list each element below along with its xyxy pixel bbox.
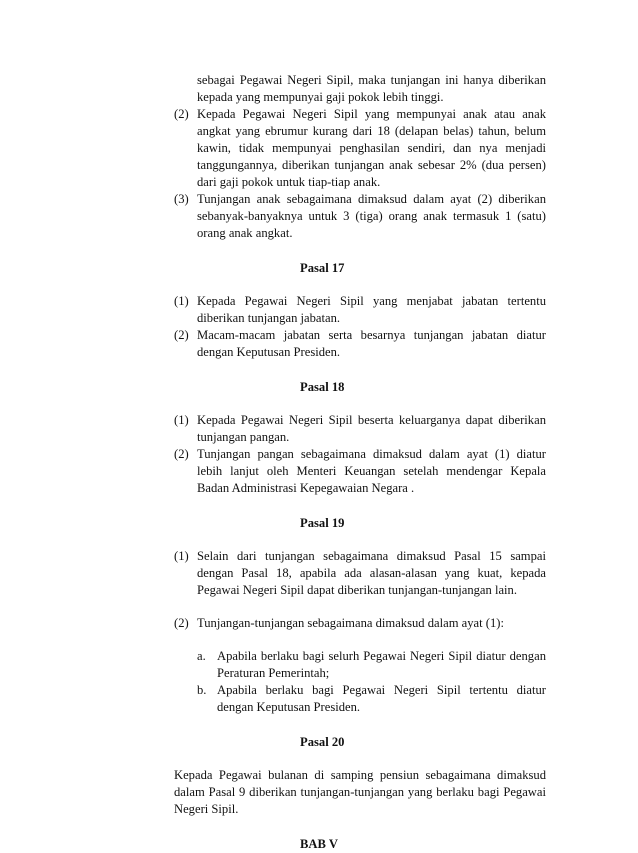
item-number: (2) xyxy=(174,447,189,461)
item-text: Tunjangan anak sebagaimana dimaksud dalam ayat (2) diberikan sebanyak-banyaknya untuk 3 (tiga) orang anak termasuk 1 (satu) orang anak angkat. xyxy=(197,192,546,240)
section-heading-pasal-18: Pasal 18 xyxy=(300,380,345,394)
item-text: Tunjangan-tunjangan sebagaimana dimaksud dalam ayat (1): xyxy=(197,616,504,630)
chapter-heading: BAB V xyxy=(300,837,338,851)
list-item xyxy=(174,327,546,361)
pasal-20-paragraph: Kepada Pegawai bulanan di samping pensiun sebagaimana dimaksud dalam Pasal 9 diberikan tunjangan-tunjangan yang berlaku bagi Pegawai Negeri Sipil. xyxy=(174,768,546,816)
section-heading-pasal-20: Pasal 20 xyxy=(300,735,345,749)
item-number: (2) xyxy=(174,107,189,121)
section-heading-pasal-19: Pasal 19 xyxy=(300,516,345,530)
item-number: (1) xyxy=(174,549,189,563)
item-text: Kepada Pegawai Negeri Sipil beserta keluarganya dapat diberikan tunjangan pangan. xyxy=(197,413,546,444)
document-page xyxy=(174,72,546,853)
item-number: (3) xyxy=(174,192,189,206)
item-number: (1) xyxy=(174,413,189,427)
sub-item-letter: a. xyxy=(197,649,206,663)
list-item xyxy=(174,191,546,242)
item-number: (2) xyxy=(174,328,189,342)
list-item xyxy=(174,412,546,446)
list-item xyxy=(174,446,546,497)
item-number: (2) xyxy=(174,616,189,630)
item-text: Macam-macam jabatan serta besarnya tunjangan jabatan diatur dengan Keputusan Presiden. xyxy=(197,328,546,359)
sub-item-text: Apabila berlaku bagi selurh Pegawai Negeri Sipil diatur dengan Peraturan Pemerintah; xyxy=(217,649,546,680)
list-item xyxy=(174,293,546,327)
sub-list-item xyxy=(197,682,546,716)
sub-list-item xyxy=(197,648,546,682)
item-text: Selain dari tunjangan sebagaimana dimaksud Pasal 15 sampai dengan Pasal 18, apabila ada alasan-alasan yang kuat, kepada Pegawai Negeri Sipil dapat diberikan tunjangan-tunjangan lain. xyxy=(197,549,546,597)
item-number: (1) xyxy=(174,294,189,308)
section-heading-pasal-17: Pasal 17 xyxy=(300,261,345,275)
list-item xyxy=(174,548,546,599)
continuation-paragraph: sebagai Pegawai Negeri Sipil, maka tunjangan ini hanya diberikan kepada yang mempunyai gaji pokok lebih tinggi. xyxy=(197,73,546,104)
item-text: Tunjangan pangan sebagaimana dimaksud dalam ayat (1) diatur lebih lanjut oleh Menteri Keuangan setelah mendengar Kepala Badan Administrasi Kepegawaian Negara . xyxy=(197,447,546,495)
sub-item-letter: b. xyxy=(197,683,207,697)
item-text: Kepada Pegawai Negeri Sipil yang menjabat jabatan tertentu diberikan tunjangan jabatan. xyxy=(197,294,546,325)
list-item xyxy=(174,615,546,632)
sub-item-text: Apabila berlaku bagi Pegawai Negeri Sipil tertentu diatur dengan Keputusan Presiden. xyxy=(217,683,546,714)
list-item xyxy=(174,106,546,191)
item-text: Kepada Pegawai Negeri Sipil yang mempunyai anak atau anak angkat yang ebrumur kurang dari 18 (delapan belas) tahun, belum kawin, tidak mempunyai penghasilan sendiri, dan nya menjadi tanggungannya, diberikan tunjangan anak sebesar 2% (dua persen) dari gaji pokok untuk tiap-tiap anak. xyxy=(197,107,546,189)
